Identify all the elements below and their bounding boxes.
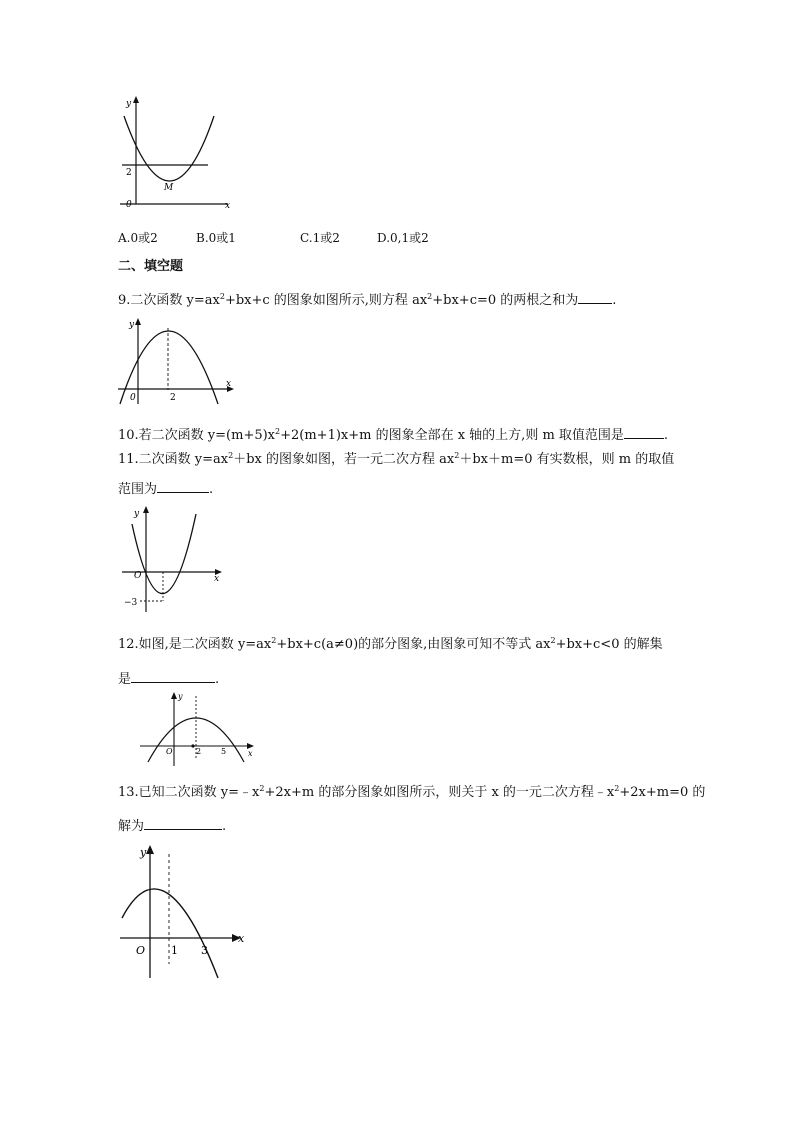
fig12-origin-label: O: [166, 747, 173, 756]
fig12-tick-2: 2: [196, 747, 202, 756]
q8-option-b[interactable]: B.0或1: [196, 231, 236, 245]
fig12-y-label: y: [178, 692, 183, 701]
q10-answer-blank[interactable]: [624, 426, 664, 439]
q12-answer-blank[interactable]: [131, 670, 215, 683]
fig9-y-arrow: [135, 318, 141, 325]
q11-answer-blank[interactable]: [157, 480, 209, 493]
q8-option-d[interactable]: D.0,1或2: [377, 231, 429, 245]
fig13-y-arrow: [146, 845, 154, 854]
section-title: 二、填空题: [118, 259, 184, 274]
q12-text-line2: 是 .: [118, 672, 220, 687]
fig9-x-label: x: [226, 379, 232, 389]
fig8-graph: [112, 92, 231, 214]
fig13-origin-label: O: [136, 944, 146, 957]
fig13-graph: [118, 842, 248, 978]
fig13-tick-3: 3: [201, 944, 208, 957]
fig11-graph: [118, 502, 228, 612]
q9-text: 9.二次函数 $y=ax^2+bx+c$ 的图象如图所示,则方程 $ax^2+bx+c=0$ 的两根之和为 .: [118, 292, 617, 308]
fig12-graph: [138, 690, 258, 766]
q13-answer-blank[interactable]: [144, 817, 222, 830]
fig11-y-arrow: [143, 506, 149, 513]
q11-text: 11.二次函数 $y=ax^2+bx$ 的图象如图，若一元二次方程 $ax^2+bx+m=0$ 有实数根，则 m 的取值: [118, 451, 675, 467]
q11-text-line2: 范围为 .: [118, 482, 214, 497]
fig12-tick-5: 5: [221, 747, 227, 756]
fig8-parabola: [124, 116, 214, 181]
q9-answer-blank[interactable]: [578, 291, 612, 304]
q8-option-c[interactable]: C.1或2: [300, 231, 340, 245]
fig8-tick-2: 2: [126, 168, 132, 178]
fig13-tick-1: 1: [171, 944, 178, 957]
fig8-y-label: y: [126, 99, 132, 109]
q13-text-line2: 解为 .: [118, 819, 227, 834]
q13-text: 13.已知二次函数 $y=﹣x^2+2x+m$ 的部分图象如图所示，则关于 x 的一元二次方程$﹣x^2+2x+m=0$ 的: [118, 784, 706, 800]
fig8-x-label: x: [225, 201, 231, 211]
fig12-x-label: x: [248, 749, 253, 758]
fig13-x-label: x: [238, 932, 245, 945]
fig9-y-label: y: [129, 320, 135, 330]
fig13-parabola: [122, 889, 218, 978]
fig13-y-label: y: [140, 846, 147, 859]
fig9-tick-2: 2: [170, 393, 176, 403]
fig11-parabola: [132, 514, 196, 594]
fig8-point-m: M: [164, 183, 174, 193]
fig11-tick-neg3: −3: [124, 598, 138, 608]
fig12-y-arrow: [171, 692, 177, 699]
fig9-origin-label: 0: [130, 393, 136, 403]
fig11-x-label: x: [214, 574, 220, 584]
fig8-y-arrow: [133, 96, 139, 103]
fig11-origin-label: O: [134, 571, 142, 581]
q12-text: 12.如图,是二次函数 $y=ax^2+bx+c(a\ne 0)$的部分图象,由图象可知不等式 $ax^2+bx+c<0$ 的解集: [118, 636, 663, 652]
q10-text: 10.若二次函数 $y=(m+5)x^2+2(m+1)x+m$ 的图象全部在 x 轴的上方,则 m 取值范围是 .: [118, 427, 669, 443]
q8-option-a[interactable]: A.0或2: [118, 231, 158, 245]
fig12-point: [191, 744, 194, 747]
fig8-origin-label: 0: [126, 200, 132, 210]
fig9-graph: [118, 316, 238, 404]
fig11-y-label: y: [134, 509, 140, 519]
